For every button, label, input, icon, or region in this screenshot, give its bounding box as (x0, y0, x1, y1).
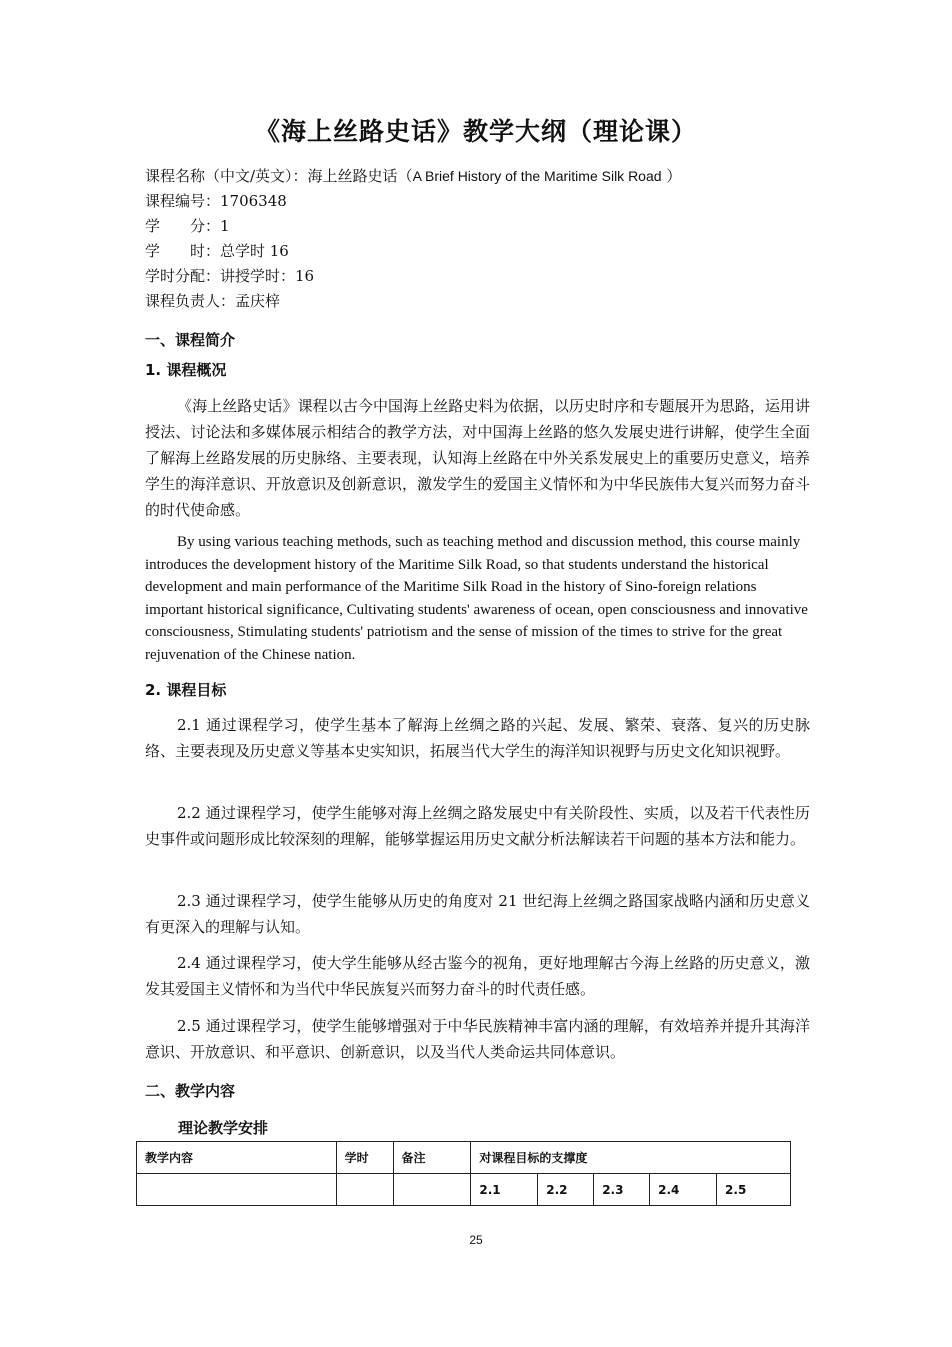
goal-paragraph: 2.2 通过课程学习，使学生能够对海上丝绸之路发展史中有关阶段性、实质，以及若干代表性历史事件或问题形成比较深刻的理解，能够掌握运用历史文献分析法解读若干问题的基本方法和能力。 (145, 804, 810, 848)
overview-paragraph-chinese: 《海上丝路史话》课程以古今中国海上丝路史料为依据，以历史时序和专题展开为思路，运用讲授法、讨论法和多媒体展示相结合的教学方法，对中国海上丝路的悠久发展史进行讲解，使学生全面了解海上丝路发展的历史脉络、主要表现，认知海上丝路在中外关系发展史上的重要历史意义，培养学生的海洋意识、开放意识及创新意识，激发学生的爱国主义情怀和为中华民族伟大复兴而努力奋斗的时代使命感。 (145, 397, 810, 519)
course-name-line (145, 164, 681, 189)
header-cell-notes: 备注 (393, 1142, 471, 1174)
course-credit: 学 分：1 (145, 217, 230, 235)
goal-paragraph: 2.1 通过课程学习，使学生基本了解海上丝绸之路的兴起、发展、繁荣、衰落、复兴的历史脉络、主要表现及历史意义等基本史实知识，拓展当代大学生的海洋知识视野与历史文化知识视野。 (145, 716, 810, 760)
header-cell-support: 对课程目标的支撑度 (471, 1142, 791, 1174)
section-heading-intro: 一、课程简介 (145, 331, 236, 349)
page-number: 25 (469, 1233, 483, 1247)
course-name-english: A Brief History of the Maritime Silk Road (412, 168, 662, 184)
goal-column-header: 2.1 (471, 1174, 538, 1206)
goal-paragraph: 2.4 通过课程学习，使大学生能够从经古鉴今的视角，更好地理解古今海上丝路的历史意义，激发其爱国主义情怀和为当代中华民族复兴而努力奋斗的时代责任感。 (145, 954, 810, 998)
subheading-overview: 1. 课程概况 (145, 361, 227, 379)
table-cell (336, 1174, 393, 1206)
table-cell (137, 1174, 337, 1206)
course-code: 课程编号：1706348 (145, 192, 287, 210)
table-row (137, 1174, 791, 1206)
course-owner: 课程负责人：孟庆梓 (145, 292, 281, 310)
section-heading-content: 二、教学内容 (145, 1082, 236, 1100)
goal-column-header: 2.5 (717, 1174, 791, 1206)
table-cell (393, 1174, 471, 1206)
goal-column-header: 2.3 (594, 1174, 650, 1206)
goal-column-header: 2.4 (650, 1174, 717, 1206)
course-name-close: ） (661, 167, 682, 185)
header-cell-content: 教学内容 (137, 1142, 337, 1174)
course-name-label: 课程名称（中文/英文）：海上丝路史话（ (145, 167, 413, 185)
goal-column-header: 2.2 (538, 1174, 594, 1206)
table-header-row (137, 1142, 791, 1174)
header-cell-hours: 学时 (336, 1142, 393, 1174)
subheading-goals: 2. 课程目标 (145, 681, 227, 699)
goal-paragraph: 2.3 通过课程学习，使学生能够从历史的角度对 21 世纪海上丝绸之路国家战略内涵和历史意义有更深入的理解与认知。 (145, 892, 810, 936)
document-title: 《海上丝路史话》教学大纲（理论课） (254, 117, 697, 146)
hours-distribution: 学时分配：讲授学时：16 (145, 267, 315, 285)
course-hours: 学 时：总学时 16 (145, 242, 289, 260)
goal-paragraph: 2.5 通过课程学习，使学生能够增强对于中华民族精神丰富内涵的理解，有效培养并提升其海洋意识、开放意识、和平意识、创新意识，以及当代人类命运共同体意识。 (145, 1017, 810, 1061)
overview-paragraph-english: By using various teaching methods, such as teaching method and discussion method, this course mainly introduces the development history of the Maritime Silk Road, so that students understand the historical development and main performance of the Maritime Silk Road in the history of Sino-foreign relations important historical significance, Cultivating students' awareness of ocean, open consciousness and innovative consciousness, Stimulating students' patriotism and the sense of mission of the times to strive for the great rejuvenation of the Chinese nation. (145, 534, 808, 663)
schedule-table (136, 1141, 791, 1206)
subheading-schedule: 理论教学安排 (178, 1119, 269, 1137)
